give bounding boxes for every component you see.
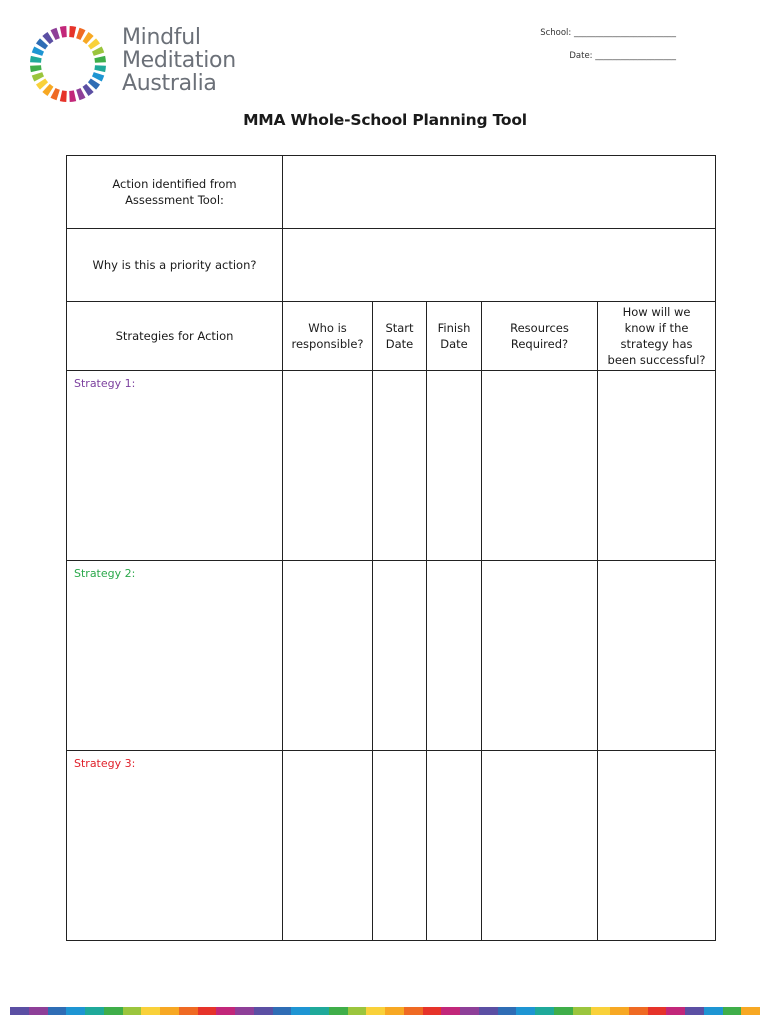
logo-ring-segment (30, 65, 42, 72)
strategy-3-label[interactable]: Strategy 3: (67, 751, 283, 941)
logo-line-1: Mindful (122, 25, 201, 50)
footer-color-segment (441, 1007, 460, 1015)
page-title: MMA Whole-School Planning Tool (243, 111, 527, 129)
strategy-3-who-cell[interactable] (283, 751, 373, 941)
logo-line-3: Australia (122, 71, 217, 96)
action-entry-cell[interactable] (283, 156, 716, 229)
strategy-row-3 (67, 751, 716, 941)
footer-color-segment (741, 1007, 760, 1015)
resources-header-line-2: Required? (510, 337, 569, 351)
school-field: School: ________________________ (540, 28, 676, 38)
footer-color-segment (123, 1007, 142, 1015)
who-header-line-1: Who is (308, 321, 347, 335)
priority-label: Why is this a priority action? (92, 258, 257, 272)
strategy-1-finish-cell[interactable] (427, 371, 482, 561)
success-header-line-3: strategy has (620, 337, 693, 351)
who-header-line-2: responsible? (291, 337, 364, 351)
footer-color-segment (629, 1007, 648, 1015)
strategy-3-finish-cell[interactable] (427, 751, 482, 941)
success-header-line-2: know if the (624, 321, 689, 335)
logo-ring-segment (69, 90, 76, 102)
who-header (283, 302, 373, 371)
footer-color-segment (10, 1007, 29, 1015)
footer-color-segment (160, 1007, 179, 1015)
footer-color-segment (704, 1007, 723, 1015)
mindful-meditation-logo-icon (28, 24, 108, 104)
strategy-row-1 (67, 371, 716, 561)
logo-ring-segment (92, 72, 104, 81)
footer-color-segment (498, 1007, 517, 1015)
action-label-line-1: Action identified from (112, 177, 237, 191)
resources-header (482, 302, 598, 371)
footer-color-segment (666, 1007, 685, 1015)
logo-ring-segment (92, 46, 104, 55)
strategy-1-success-cell[interactable] (598, 371, 716, 561)
priority-entry-cell[interactable] (283, 229, 716, 302)
action-row (67, 156, 716, 229)
strategy-2-label[interactable]: Strategy 2: (67, 561, 283, 751)
footer-color-segment (460, 1007, 479, 1015)
strategy-1-who-cell[interactable] (283, 371, 373, 561)
strategy-2-who-cell[interactable] (283, 561, 373, 751)
footer-color-segment (104, 1007, 123, 1015)
footer-color-segment (479, 1007, 498, 1015)
success-header-line-1: How will we (622, 305, 691, 319)
strategy-1-start-cell[interactable] (373, 371, 427, 561)
footer-color-segment (273, 1007, 292, 1015)
footer-color-bar (10, 1007, 760, 1015)
footer-color-segment (385, 1007, 404, 1015)
strategy-2-resources-cell[interactable] (482, 561, 598, 751)
footer-color-segment (535, 1007, 554, 1015)
footer-color-segment (591, 1007, 610, 1015)
logo-ring-segment (76, 88, 85, 100)
footer-color-segment (310, 1007, 329, 1015)
strategies-header (67, 302, 283, 371)
footer-color-segment (29, 1007, 48, 1015)
footer-color-segment (404, 1007, 423, 1015)
footer-color-segment (648, 1007, 667, 1015)
logo-ring-segment (94, 56, 106, 63)
footer-color-segment (554, 1007, 573, 1015)
logo-ring-segment (69, 26, 76, 38)
footer-color-segment (291, 1007, 310, 1015)
start-date-header (373, 302, 427, 371)
strategy-row-2 (67, 561, 716, 751)
footer-color-segment (179, 1007, 198, 1015)
footer-color-segment (141, 1007, 160, 1015)
footer-color-segment (198, 1007, 217, 1015)
footer-color-segment (85, 1007, 104, 1015)
start-header-line-1: Start (385, 321, 414, 335)
strategy-2-start-cell[interactable] (373, 561, 427, 751)
strategies-header-label: Strategies for Action (115, 329, 234, 343)
logo-line-2: Meditation (122, 48, 236, 73)
success-header-line-4: been successful? (607, 353, 706, 367)
logo-ring-segment (50, 28, 59, 40)
footer-color-segment (685, 1007, 704, 1015)
footer-color-segment (423, 1007, 442, 1015)
priority-label-cell (67, 229, 283, 302)
date-field: Date: ___________________ (569, 51, 676, 61)
action-label-line-2: Assessment Tool: (125, 193, 224, 207)
finish-date-header (427, 302, 482, 371)
footer-color-segment (516, 1007, 535, 1015)
strategy-3-success-cell[interactable] (598, 751, 716, 941)
footer-color-segment (723, 1007, 742, 1015)
logo-ring-segment (60, 26, 67, 38)
footer-color-segment (66, 1007, 85, 1015)
priority-row (67, 229, 716, 302)
strategy-2-success-cell[interactable] (598, 561, 716, 751)
resources-header-line-1: Resources (510, 321, 569, 335)
footer-color-segment (48, 1007, 67, 1015)
organization-name (122, 26, 236, 95)
footer-color-segment (573, 1007, 592, 1015)
logo-ring-segment (30, 56, 42, 63)
strategy-2-finish-cell[interactable] (427, 561, 482, 751)
action-label-cell (67, 156, 283, 229)
planning-table (66, 155, 716, 941)
logo-ring-segment (60, 90, 67, 102)
footer-color-segment (348, 1007, 367, 1015)
logo-ring-segment (32, 72, 44, 81)
logo-ring-segment (94, 65, 106, 72)
strategy-3-resources-cell[interactable] (482, 751, 598, 941)
logo-ring-segment (50, 88, 59, 100)
footer-color-segment (610, 1007, 629, 1015)
footer-color-segment (254, 1007, 273, 1015)
strategy-1-label[interactable]: Strategy 1: (67, 371, 283, 561)
column-header-row (67, 302, 716, 371)
strategy-1-resources-cell[interactable] (482, 371, 598, 561)
finish-header-line-1: Finish (437, 321, 471, 335)
footer-color-segment (366, 1007, 385, 1015)
strategy-3-start-cell[interactable] (373, 751, 427, 941)
success-header (598, 302, 716, 371)
finish-header-line-2: Date (440, 337, 468, 351)
logo-ring-segment (76, 28, 85, 40)
footer-color-segment (329, 1007, 348, 1015)
footer-color-segment (235, 1007, 254, 1015)
start-header-line-2: Date (385, 337, 414, 351)
footer-color-segment (216, 1007, 235, 1015)
logo-ring-segment (32, 46, 44, 55)
